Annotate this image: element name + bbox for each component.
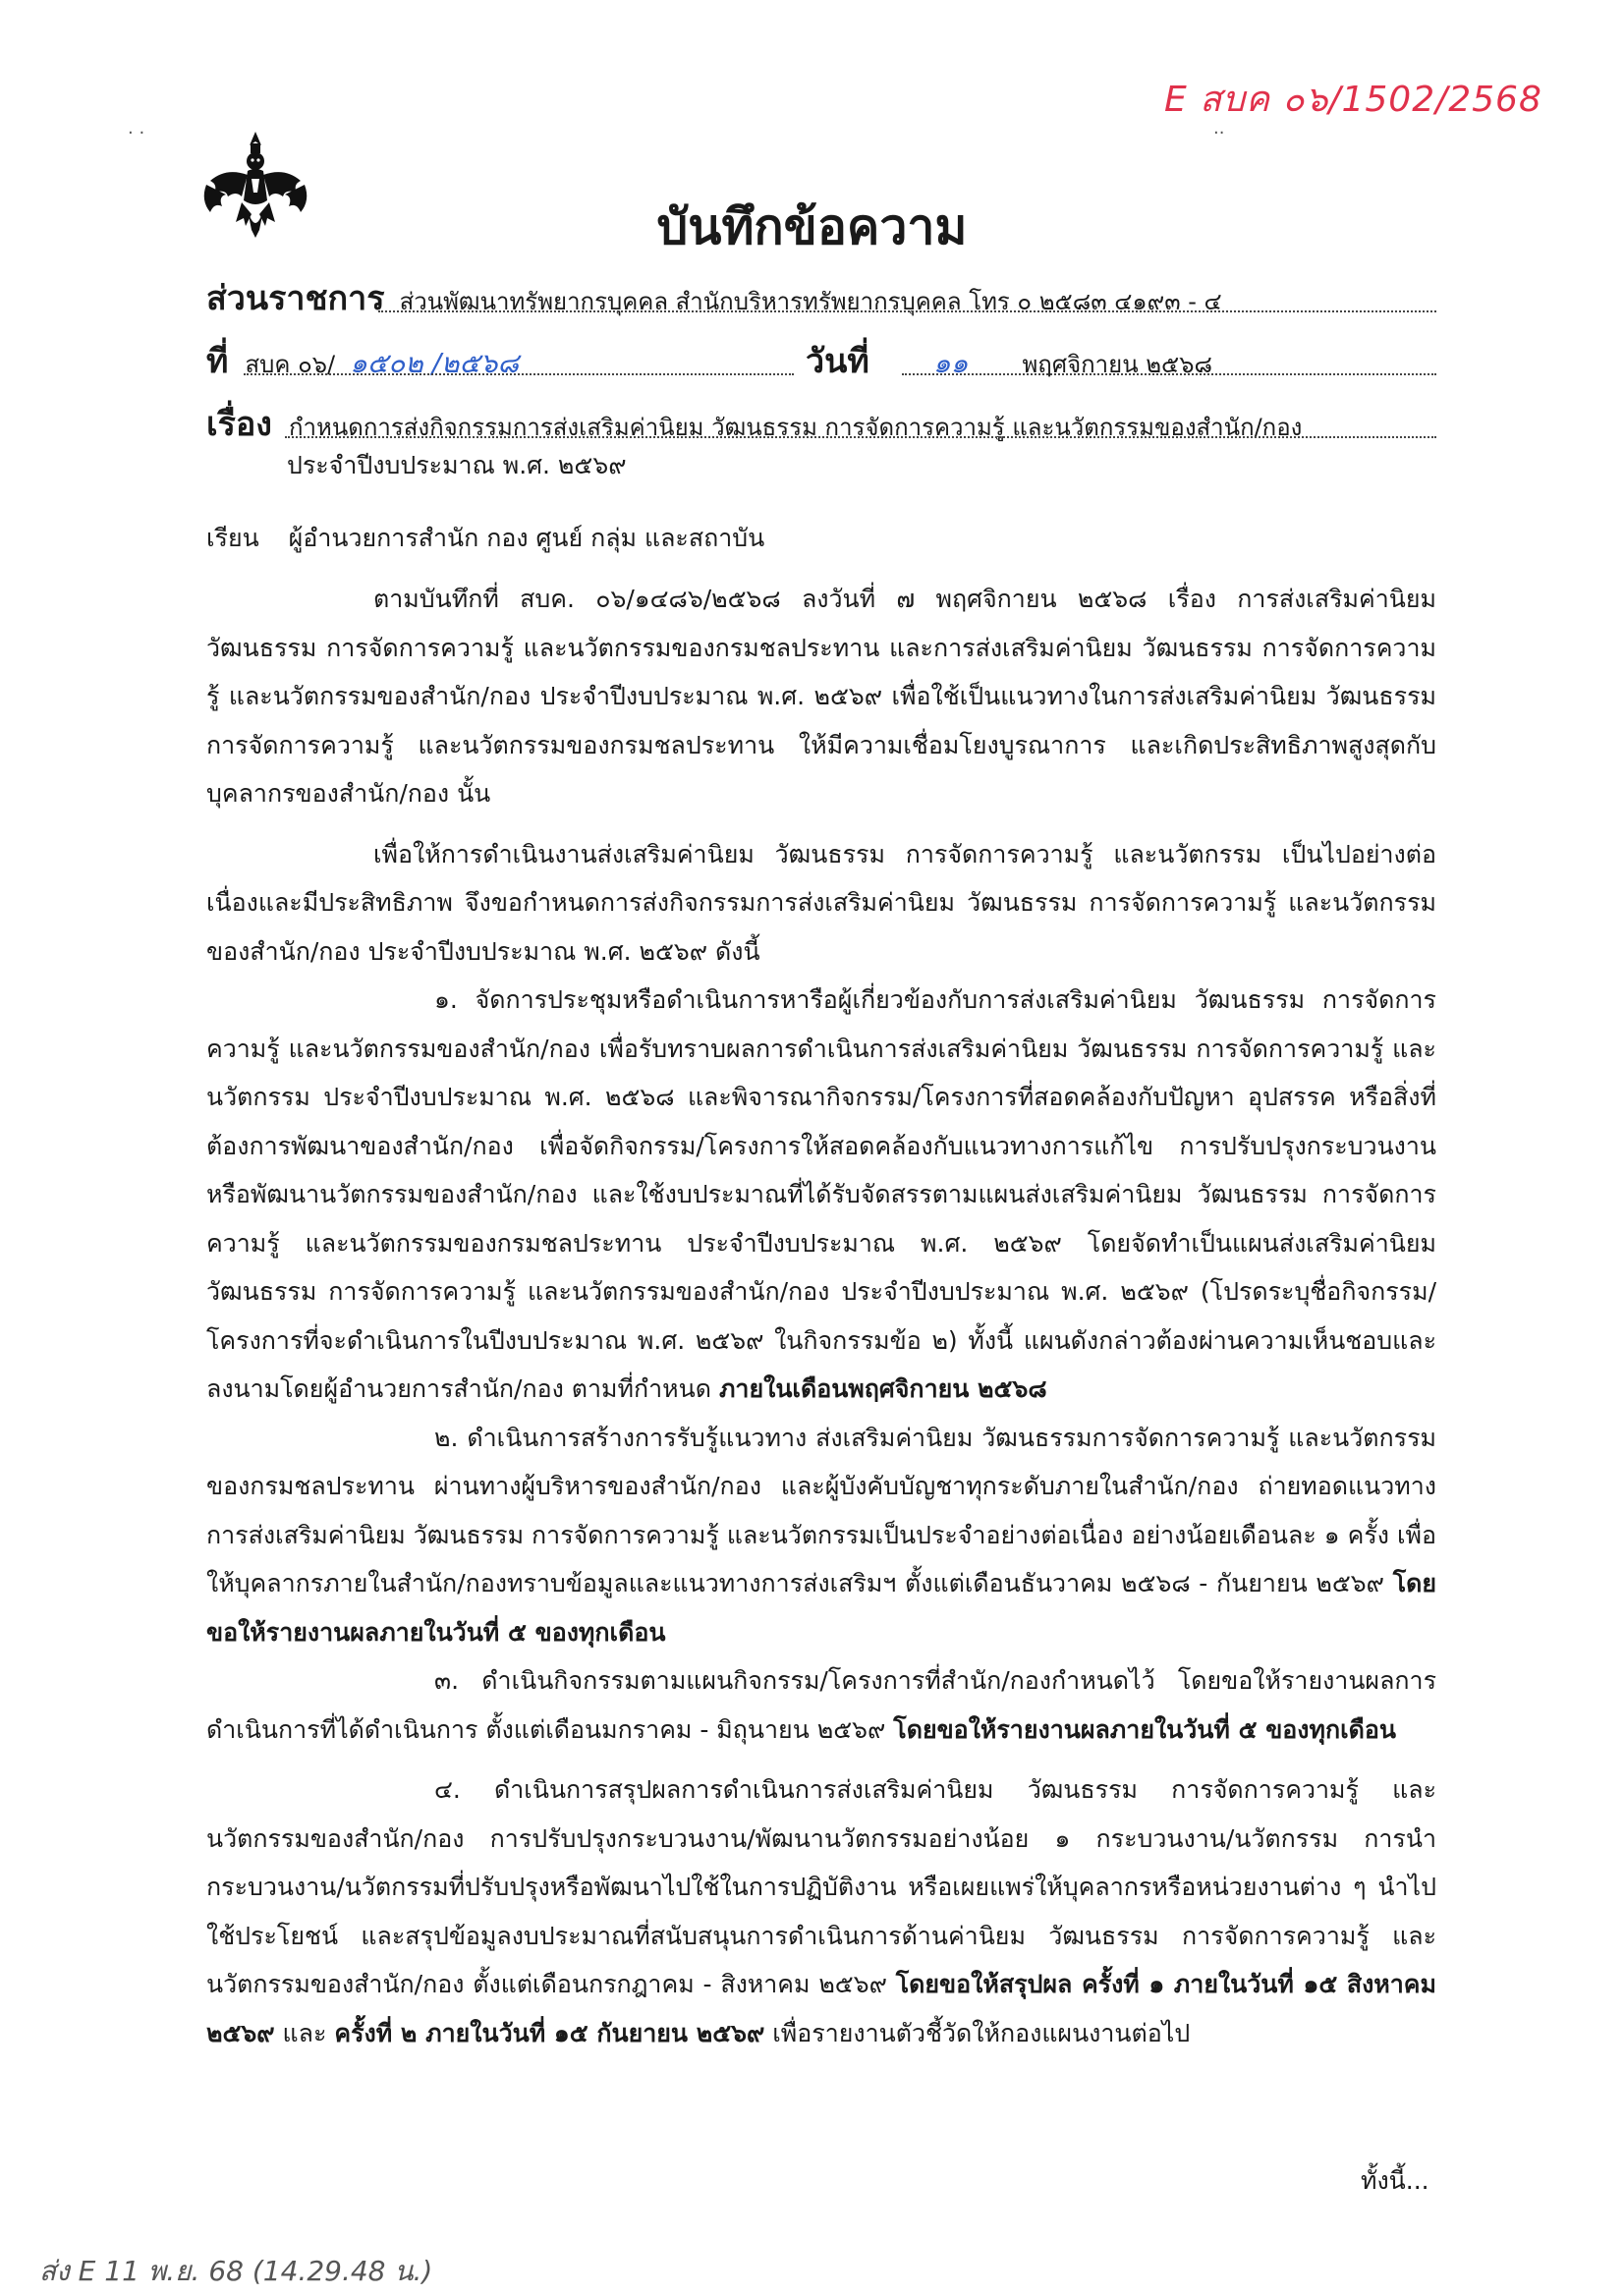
item-3-deadline: โดยขอให้รายงานผลภายในวันที่ ๕ ของทุกเดือน	[893, 1714, 1397, 1744]
subject-row	[206, 397, 1302, 450]
reference-label: ที่	[206, 342, 229, 381]
reference-handwritten: ๑๕๐๒ /๒๕๖๘	[350, 347, 520, 379]
addressee-label: เรียน	[206, 524, 259, 552]
paragraph-purpose: เพื่อให้การดำเนินงานส่งเสริมค่านิยม วัฒนธรรม การจัดการความรู้ และนวัตกรรม เป็นไปอย่างต่อเนื่องและมีประสิทธิภาพ จึงขอกำหนดการส่งกิจกรรมการส่งเสริมค่านิยม วัฒนธรรม การจัดการความรู้ และนวัตกรรมของสำนัก/กอง ประจำปีงบประมาณ พ.ศ. ๒๕๖๙ ดังนี้	[206, 839, 1436, 966]
item-1-deadline: ภายในเดือนพฤศจิกายน ๒๕๖๘	[718, 1374, 1047, 1403]
registration-stamp: E สบค ๐๖/1502/2568	[1164, 80, 1542, 120]
item-2-deadline: โดยขอให้รายงานผลภายในวันที่ ๕ ของทุกเดือน	[206, 1569, 1436, 1647]
memo-title: บันทึกข้อความ	[656, 198, 968, 255]
item-4-tail: เพื่อรายงานตัวชี้วัดให้กองแผนงานต่อไป	[772, 2018, 1191, 2047]
continuation-text: ทั้งนี้...	[1361, 2166, 1429, 2195]
memo-body	[206, 575, 1436, 2057]
paragraph-reference: ตามบันทึกที่ สบค. ๐๖/๑๔๘๖/๒๕๖๘ ลงวันที่ ๗ พฤศจิกายน ๒๕๖๘ เรื่อง การส่งเสริมค่านิยม วัฒนธรรม การจัดการความรู้ และนวัตกรรมของกรมชลประทาน และการส่งเสริมค่านิยม วัฒนธรรม การจัดการความรู้ และนวัตกรรมของสำนัก/กอง ประจำปีงบประมาณ พ.ศ. ๒๕๖๙ เพื่อใช้เป็นแนวทางในการส่งเสริมค่านิยม วัฒนธรรม การจัดการความรู้ และนวัตกรรมของกรมชลประทาน ให้มีความเชื่อมโยงบูรณาการ และเกิดประสิทธิภาพสูงสุดกับบุคลากรของสำนัก/กอง นั้น	[206, 585, 1436, 808]
item-4	[206, 1765, 1436, 2057]
scan-mark: ··	[1213, 123, 1225, 143]
item-3-text: ๓. ดำเนินกิจกรรมตามแผนกิจกรรม/โครงการที่สำนัก/กองกำหนดไว้ โดยขอให้รายงานผลการดำเนินการที่ได้ดำเนินการ ตั้งแต่เดือนมกราคม - มิถุนายน ๒๕๖๙	[206, 1666, 1436, 1744]
agency-value: ส่วนพัฒนาทรัพยากรบุคคล สำนักบริหารทรัพยากรบุคคล โทร ๐ ๒๕๘๓ ๔๑๙๓ - ๔	[399, 288, 1222, 315]
date-label: วันที่	[806, 342, 869, 381]
reference-prefix: สบค ๐๖/	[245, 351, 336, 378]
date-row	[806, 334, 1212, 387]
agency-label: ส่วนราชการ	[206, 279, 385, 318]
date-day-handwritten: ๑๑	[932, 347, 969, 379]
scan-mark: · ·	[128, 123, 145, 143]
subject-underline	[285, 436, 1436, 438]
subject-label: เรื่อง	[206, 405, 272, 444]
item-2-text: ๒. ดำเนินการสร้างการรับรู้แนวทาง ส่งเสริมค่านิยม วัฒนธรรมการจัดการความรู้ และนวัตกรรมของกรมชลประทาน ผ่านทางผู้บริหารของสำนัก/กอง และผู้บังคับบัญชาทุกระดับภายในสำนัก/กอง ถ่ายทอดแนวทางการส่งเสริมค่านิยม วัฒนธรรม การจัดการความรู้ และนวัตกรรมเป็นประจำอย่างต่อเนื่อง อย่างน้อยเดือนละ ๑ ครั้ง เพื่อให้บุคลากรภายในสำนัก/กองทราบข้อมูลและแนวทางการส่งเสริมฯ ตั้งแต่เดือนธันวาคม ๒๕๖๘ - กันยายน ๒๕๖๙	[206, 1423, 1436, 1597]
handwritten-sent-note: ส่ง E 11 พ.ย. 68 (14.29.48 น.)	[39, 2255, 433, 2287]
item-4-text: ๔. ดำเนินการสรุปผลการดำเนินการส่งเสริมค่านิยม วัฒนธรรม การจัดการความรู้ และนวัตกรรมของสำนัก/กอง การปรับปรุงกระบวนงาน/พัฒนานวัตกรรมอย่างน้อย ๑ กระบวนงาน/นวัตกรรม การนำกระบวนงาน/นวัตกรรมที่ปรับปรุงหรือพัฒนาไปใช้ในการปฏิบัติงาน หรือเผยแพร่ให้บุคลากรหรือหน่วยงานต่าง ๆ นำไปใช้ประโยชน์ และสรุปข้อมูลงบประมาณที่สนับสนุนการดำเนินการด้านค่านิยม วัฒนธรรม การจัดการความรู้ และนวัตกรรมของสำนัก/กอง ตั้งแต่เดือนกรกฎาคม - สิงหาคม ๒๕๖๙	[206, 1775, 1436, 1998]
item-4-deadline-1: โดยขอให้สรุปผล ครั้งที่ ๑ ภายในวันที่ ๑๕ สิงหาคม ๒๕๖๙	[206, 1970, 1437, 2047]
date-underline	[902, 373, 1436, 375]
item-2	[206, 1414, 1436, 1657]
item-3	[206, 1656, 1436, 1754]
date-month-year: พฤศจิกายน ๒๕๖๘	[1022, 351, 1212, 378]
addressee-value: ผู้อำนวยการสำนัก กอง ศูนย์ กลุ่ม และสถาบัน	[288, 524, 765, 552]
item-1-text: ๑. จัดการประชุมหรือดำเนินการหารือผู้เกี่ยวข้องกับการส่งเสริมค่านิยม วัฒนธรรม การจัดการความรู้ และนวัตกรรมของสำนัก/กอง เพื่อรับทราบผลการดำเนินการส่งเสริมค่านิยม วัฒนธรรม การจัดการความรู้ และนวัตกรรม ประจำปีงบประมาณ พ.ศ. ๒๕๖๘ และพิจารณากิจกรรม/โครงการที่สอดคล้องกับปัญหา อุปสรรค หรือสิ่งที่ต้องการพัฒนาของสำนัก/กอง เพื่อจัดกิจกรรม/โครงการให้สอดคล้องกับแนวทางการแก้ไข การปรับปรุงกระบวนงาน หรือพัฒนานวัตกรรมของสำนัก/กอง และใช้งบประมาณที่ได้รับจัดสรรตามแผนส่งเสริมค่านิยม วัฒนธรรม การจัดการความรู้ และนวัตกรรมของกรมชลประทาน ประจำปีงบประมาณ พ.ศ. ๒๕๖๙ โดยจัดทำเป็นแผนส่งเสริมค่านิยม วัฒนธรรม การจัดการความรู้ และนวัตกรรมของสำนัก/กอง ประจำปีงบประมาณ พ.ศ. ๒๕๖๙ (โปรดระบุชื่อกิจกรรม/โครงการที่จะดำเนินการในปีงบประมาณ พ.ศ. ๒๕๖๙ ในกิจกรรมข้อ ๒) ทั้งนี้ แผนดังกล่าวต้องผ่านความเห็นชอบและลงนามโดยผู้อำนวยการสำนัก/กอง ตามที่กำหนด	[206, 985, 1436, 1403]
item-4-and: และ	[282, 2018, 327, 2047]
item-1	[206, 976, 1436, 1414]
agency-row	[206, 271, 1222, 324]
agency-underline	[378, 310, 1436, 312]
item-4-deadline-2: ครั้งที่ ๒ ภายในวันที่ ๑๕ กันยายน ๒๕๖๙	[334, 2018, 765, 2047]
addressee-row	[206, 519, 764, 558]
subject-line-2: ประจำปีงบประมาณ พ.ศ. ๒๕๖๙	[287, 451, 627, 479]
subject-line-1: กำหนดการส่งกิจกรรมการส่งเสริมค่านิยม วัฒนธรรม การจัดการความรู้ และนวัตกรรมของสำนัก/กอง	[289, 414, 1303, 441]
reference-row	[206, 334, 519, 387]
reference-underline	[244, 373, 794, 375]
